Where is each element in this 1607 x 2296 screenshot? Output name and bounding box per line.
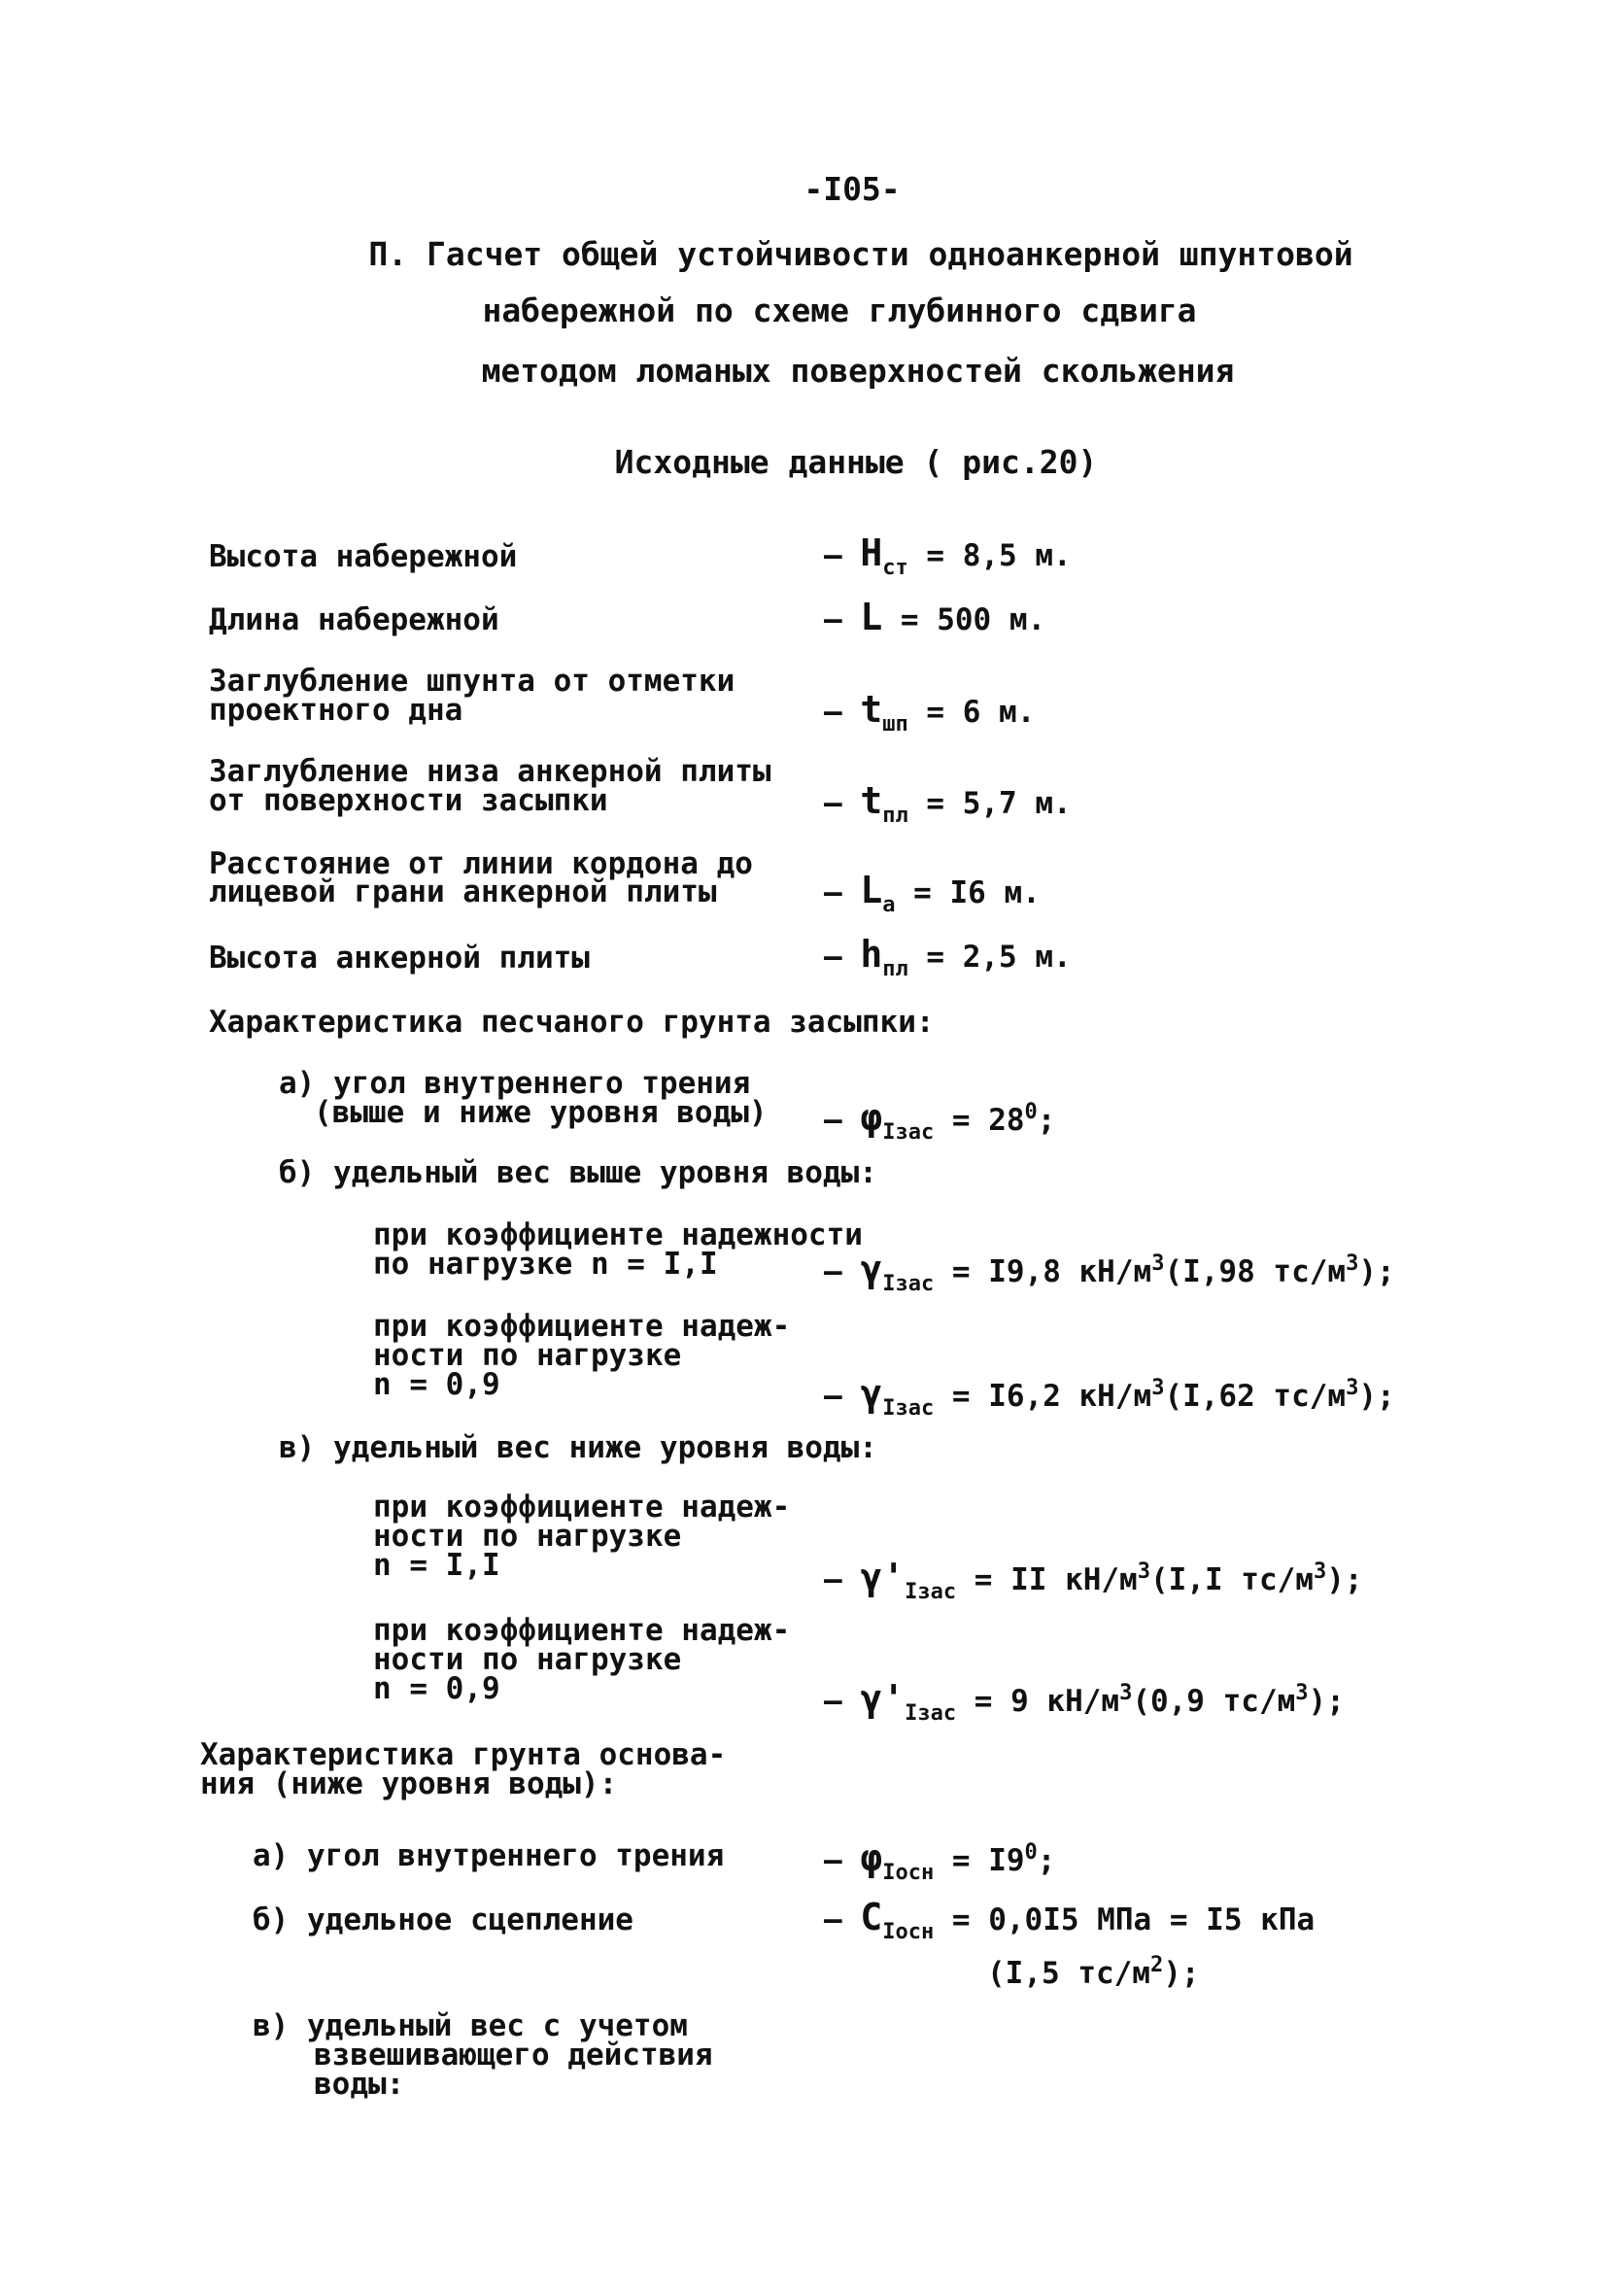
param-label: от поверхности засыпки [209,783,608,818]
item-superscript: 0 [1024,1840,1038,1865]
item-subscript: Iосн [882,1920,935,1944]
item-value-2: (I,62 тс/м [1164,1379,1347,1414]
item-symbol: φ [860,1096,883,1139]
item-tail: ); [1358,1379,1395,1414]
item-value-line-2 [987,1948,1200,1991]
item-superscript: 3 [1119,1681,1133,1705]
item-superscript-2: 3 [1295,1681,1309,1705]
item-subscript: Iзас [882,1120,935,1145]
item-symbol: γ [860,1248,883,1290]
fill-weight-below-header: в) удельный вес ниже уровня воды: [279,1430,877,1465]
item-symbol: γ [860,1372,883,1415]
param-label: Заглубление шпунта от отметки [209,664,735,699]
page-number: -I05- [804,170,901,208]
item-value-2: (I,I тс/м [1149,1562,1314,1597]
item-label: воды: [314,2067,405,2102]
item-formula: – $\gamma_{Iзас} = I9,8$ $кН/м^3(I,98$ $тс/м^3$); [824,1248,1395,1296]
item-formula: – $C_{Iосн} = 0,0I5$ МПа = I5 кПа [824,1896,1316,1944]
item-tail: ); [1326,1562,1363,1597]
item-superscript-2: 3 [1313,1559,1327,1584]
item-label: при коэффициенте надеж- [373,1490,791,1525]
item-value-2: (I,98 тс/м [1164,1254,1347,1289]
param-subscript: шп [882,712,908,737]
item-tail: ); [1163,1956,1200,1991]
item-label: n = I,I [373,1548,500,1583]
item-value: = II кН/м [974,1562,1138,1597]
item-label: а) угол внутреннего трения [253,1838,725,1873]
param-symbol: L [860,869,883,911]
param-subscript: пл [882,804,908,828]
param-symbol: H [860,531,883,574]
item-label: а) угол внутреннего трения [279,1066,751,1101]
param-value: = 6 м. [926,695,1036,730]
item-label: ности по нагрузке [373,1642,682,1677]
item-label: при коэффициенте надежности [373,1217,863,1252]
param-symbol: t [860,688,883,731]
item-formula: – $\gamma'_{Iзас}$ = II $кН/м^3(I,I$ $тс/м^3$); [824,1556,1363,1604]
item-symbol: φ [860,1836,883,1879]
param-label: Заглубление низа анкерной плиты [209,754,771,789]
item-tail: ; [1037,1843,1056,1878]
item-tail: ); [1308,1684,1345,1719]
param-label: Высота набережной [209,539,518,574]
param-formula: – $t_{шп} = 6$ м. [824,688,1036,737]
item-subscript: Iзас [905,1701,957,1726]
param-formula: – L = 500 м. [824,596,1046,638]
item-subscript: Iзас [882,1272,935,1296]
param-symbol: h [860,933,883,976]
item-formula: – $\gamma'_{Iзас} = 9$ $кН/м^3(0,9$ $тс/м^3$); [824,1677,1345,1726]
item-superscript-2: 3 [1346,1376,1359,1400]
item-superscript: 3 [1151,1251,1165,1276]
param-formula: – $L_a = I6$ м. [824,869,1041,917]
item-label: n = 0,9 [373,1367,500,1402]
param-formula: – $t_{пл} = 5,7$ м. [824,779,1072,828]
item-tail: ); [1358,1254,1395,1289]
item-label: при коэффициенте надеж- [373,1613,791,1648]
param-formula: – $h_{пл} = 2,5$ м. [824,933,1072,981]
item-superscript-2: 3 [1346,1251,1359,1276]
item-superscript: 3 [1151,1376,1165,1400]
item-superscript-2: 2 [1149,1953,1164,1977]
title-line-1: П. Гасчет общей устойчивости одноанкерной шпунтовой [368,235,1353,273]
item-symbol: γ' [860,1556,906,1598]
item-value-2: (I,5 тс/м [987,1956,1150,1991]
item-subscript: Iзас [882,1396,935,1421]
item-label: при коэффициенте надеж- [373,1309,791,1344]
param-label: проектного дна [209,693,463,728]
item-value: = 9 кН/м [974,1684,1120,1719]
item-symbol: C [860,1896,883,1938]
base-soil-header: ния (ниже уровня воды): [200,1766,618,1801]
param-label: Длина набережной [209,602,499,637]
item-label: ности по нагрузке [373,1519,682,1554]
item-value: = I9,8 кН/м [951,1254,1152,1289]
item-formula: – $\varphi_{Iосн} = I9^0$; [824,1836,1056,1885]
item-superscript: 0 [1024,1100,1038,1124]
param-value: = 8,5 м. [926,538,1072,573]
param-value: = I6 м. [913,875,1041,910]
fill-weight-above-header: б) удельный вес выше уровня воды: [279,1155,877,1190]
item-subscript: Iзас [905,1580,957,1604]
param-label: Высота анкерной плиты [209,941,590,976]
item-subscript: Iосн [882,1861,935,1885]
item-value: = 28 [951,1103,1025,1138]
item-formula: – $\gamma_{Iзас} = I6,2$ $кН/м^3(I,62$ $тс/м^3$); [824,1372,1395,1421]
item-value: = 0,0I5 МПа = I5 кПа [951,1902,1316,1937]
item-superscript: 3 [1137,1559,1150,1584]
fill-soil-header: Характеристика песчаного грунта засыпки: [209,1005,935,1040]
item-value: = I6,2 кН/м [951,1379,1152,1414]
param-formula: – $H_{ст} = 8,5$ м. [824,531,1072,580]
item-label: ности по нагрузке [373,1338,682,1373]
item-value-2: (0,9 тс/м [1132,1684,1296,1719]
subtitle: Исходные данные ( рис.20) [614,443,1098,481]
param-label: лицевой грани анкерной плиты [209,874,717,909]
item-value: = I9 [951,1843,1025,1878]
param-label: Расстояние от линии кордона до [209,846,753,881]
title-line-2: набережной по схеме глубинного сдвига [482,291,1197,329]
param-subscript: пл [882,957,908,981]
item-formula: – $\varphi_{Iзас} = 28^0$; [824,1096,1056,1145]
item-symbol: γ' [860,1677,906,1720]
item-tail: ; [1037,1103,1056,1138]
item-label: б) удельное сцепление [253,1902,633,1937]
param-value: = 2,5 м. [926,940,1072,975]
param-subscript: ст [882,556,908,580]
item-label: (выше и ниже уровня воды) [314,1095,768,1130]
title-line-3: методом ломаных поверхностей скольжения [481,352,1235,390]
param-symbol: L [860,596,883,638]
item-label: n = 0,9 [373,1671,500,1706]
item-label: взвешивающего действия [314,2038,713,2073]
param-value: = 5,7 м. [926,786,1072,821]
base-soil-header: Характеристика грунта основа- [200,1737,727,1772]
item-label: по нагрузке n = I,I [373,1247,718,1282]
param-value: = 500 м. [900,602,1046,637]
param-symbol: t [860,779,883,822]
param-subscript: a [882,893,896,917]
item-label: в) удельный вес с учетом [253,2008,688,2043]
